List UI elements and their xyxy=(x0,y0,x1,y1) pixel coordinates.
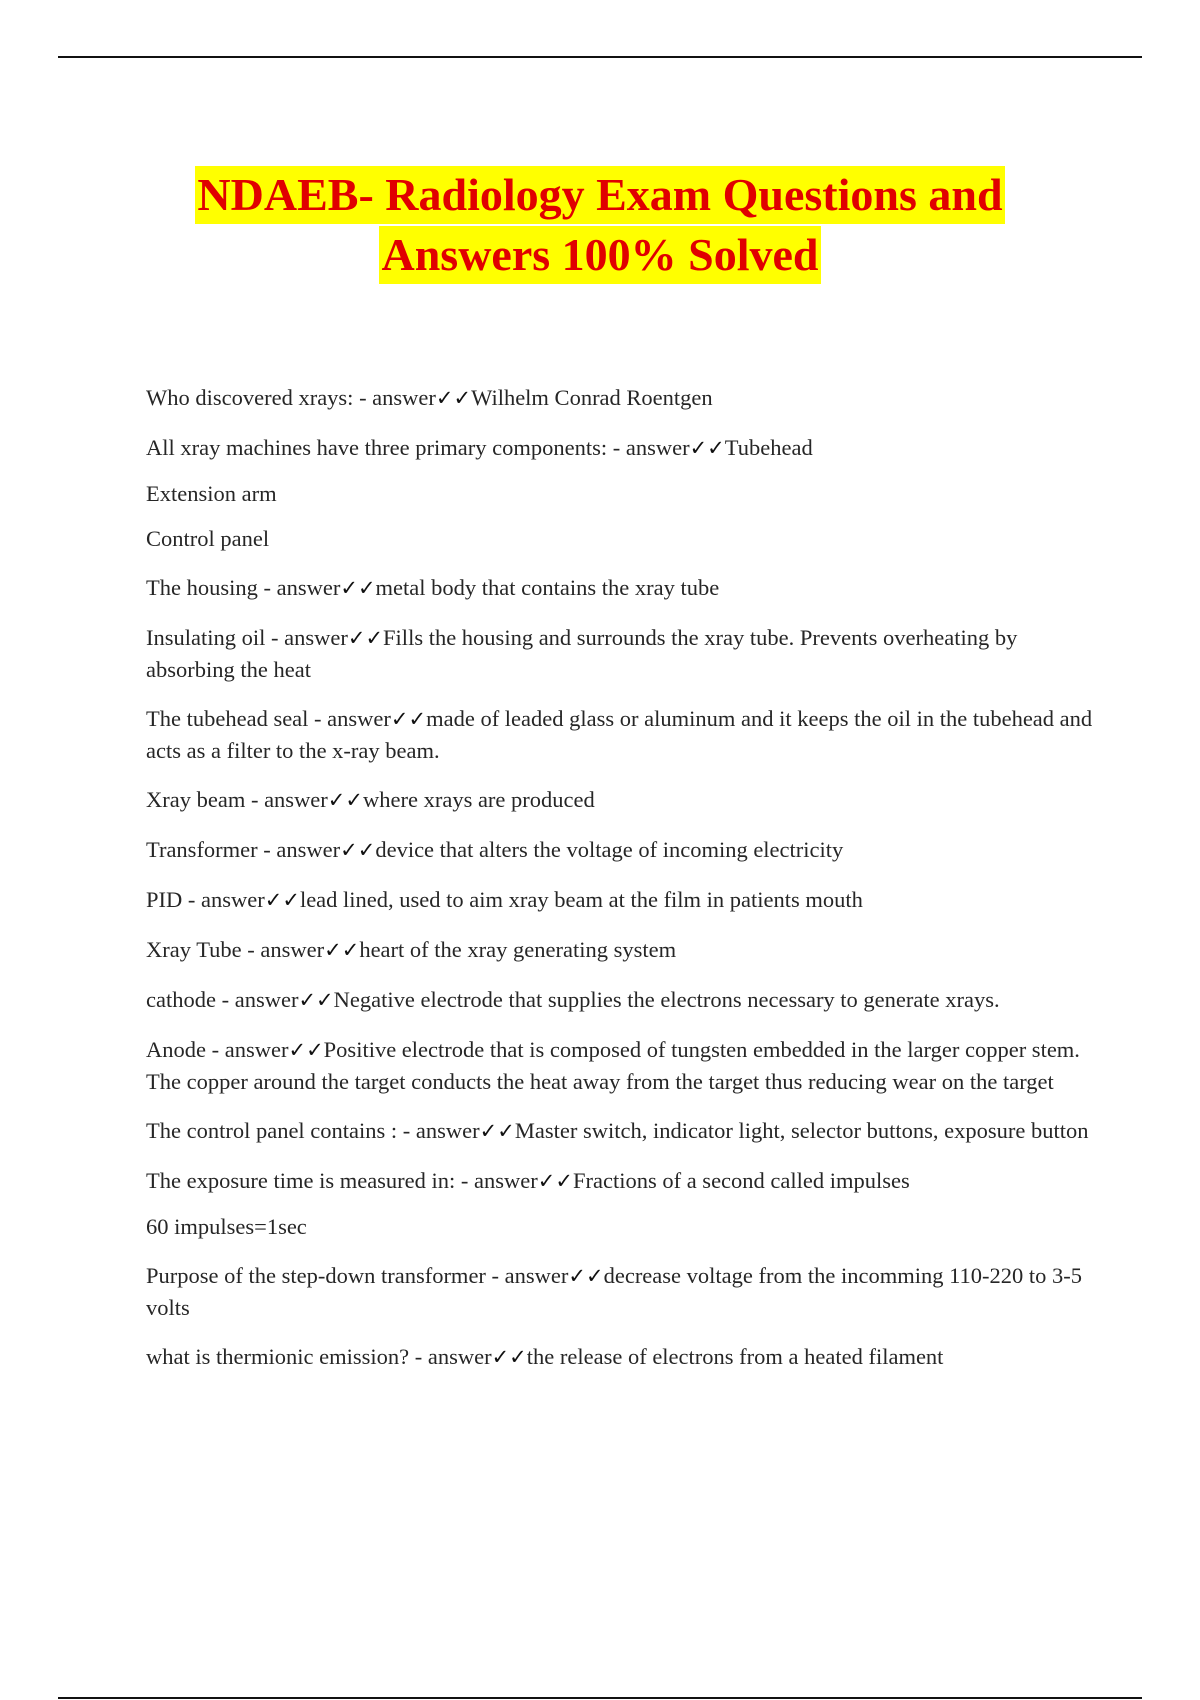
answer-prefix: - answer xyxy=(245,787,328,812)
answer-text: heart of the xray generating system xyxy=(359,937,677,962)
footer-rule xyxy=(58,1697,1142,1699)
question-text: Xray Tube xyxy=(146,937,242,962)
answer-prefix: - answer xyxy=(353,385,436,410)
plain-line: 60 impulses=1sec xyxy=(146,1214,307,1239)
answer-prefix: - answer xyxy=(607,435,690,460)
answer-text: Master switch, indicator light, selector buttons, exposure button xyxy=(514,1118,1089,1143)
answer-prefix: - answer xyxy=(206,1037,289,1062)
answer-prefix: - answer xyxy=(455,1168,538,1193)
answer-prefix: - answer xyxy=(409,1344,492,1369)
question-text: Anode xyxy=(146,1037,206,1062)
double-check-icon: ✓✓ xyxy=(264,888,300,912)
double-check-icon: ✓✓ xyxy=(340,576,376,600)
double-check-icon: ✓✓ xyxy=(479,1119,515,1143)
question-text: cathode xyxy=(146,987,216,1012)
qa-item xyxy=(146,1115,1096,1147)
answer-prefix: - answer xyxy=(257,837,341,862)
answer-text: device that alters the voltage of incoming electricity xyxy=(375,837,844,862)
qa-item xyxy=(146,1034,1096,1097)
answer-prefix: - answer xyxy=(308,706,391,731)
qa-list xyxy=(146,382,1096,1391)
plain-line: Control panel xyxy=(146,526,270,551)
double-check-icon: ✓✓ xyxy=(298,988,334,1012)
qa-item xyxy=(146,784,1096,816)
answer-text: lead lined, used to aim xray beam at the film in patients mouth xyxy=(299,887,863,912)
answer-text: Positive electrode that is composed of tungsten embedded in the larger copper stem. The copper around the target conducts the heat away from the target thus reducing wear on the target xyxy=(146,1037,1080,1094)
answer-text: where xrays are produced xyxy=(363,787,595,812)
double-check-icon: ✓✓ xyxy=(347,626,384,650)
answer-text: decrease voltage from the incomming 110-220 to 3-5 volts xyxy=(146,1263,1082,1320)
qa-item xyxy=(146,432,1096,464)
answer-prefix: - answer xyxy=(241,937,325,962)
qa-item xyxy=(146,834,1096,866)
qa-item xyxy=(146,984,1096,1016)
question-text: The housing xyxy=(146,575,258,600)
question-text: Xray beam xyxy=(146,787,246,812)
qa-item xyxy=(146,572,1096,604)
answer-prefix: - answer xyxy=(397,1118,480,1143)
question-text: All xray machines have three primary components: xyxy=(146,435,608,460)
double-check-icon: ✓✓ xyxy=(435,386,472,410)
question-text: The exposure time is measured in: xyxy=(146,1168,456,1193)
answer-text: Tubehead xyxy=(724,435,813,460)
double-check-icon: ✓✓ xyxy=(390,707,427,731)
question-text: The tubehead seal xyxy=(146,706,309,731)
qa-item xyxy=(146,884,1096,916)
question-text: PID xyxy=(146,887,183,912)
answer-prefix: - answer xyxy=(485,1263,569,1288)
qa-item xyxy=(146,382,1096,414)
qa-item xyxy=(146,934,1096,966)
document-title xyxy=(0,166,1200,284)
double-check-icon: ✓✓ xyxy=(340,838,376,862)
answer-text: Fractions of a second called impulses xyxy=(572,1168,910,1193)
answer-text: Wilhelm Conrad Roentgen xyxy=(471,385,713,410)
plain-line: Extension arm xyxy=(146,481,277,506)
question-text: Insulating oil xyxy=(146,625,266,650)
double-check-icon: ✓✓ xyxy=(537,1169,573,1193)
answer-prefix: - answer xyxy=(257,575,341,600)
answer-text: made of leaded glass or aluminum and it keeps the oil in the tubehead and acts as a filter to the x-ray beam. xyxy=(146,706,1093,763)
qa-item xyxy=(146,703,1096,766)
double-check-icon: ✓✓ xyxy=(689,436,725,460)
double-check-icon: ✓✓ xyxy=(324,938,360,962)
header-rule xyxy=(58,56,1142,58)
qa-item xyxy=(146,1341,1096,1373)
answer-text: the release of electrons from a heated filament xyxy=(526,1344,944,1369)
title-line-2: Answers 100% Solved xyxy=(379,226,820,284)
double-check-icon: ✓✓ xyxy=(288,1038,324,1062)
double-check-icon: ✓✓ xyxy=(568,1264,604,1288)
question-text: what is thermionic emission? xyxy=(146,1344,410,1369)
question-text: Purpose of the step-down transformer xyxy=(146,1263,486,1288)
question-text: Transformer xyxy=(146,837,258,862)
double-check-icon: ✓✓ xyxy=(327,788,363,812)
double-check-icon: ✓✓ xyxy=(491,1345,527,1369)
answer-text: metal body that contains the xray tube xyxy=(375,575,720,600)
title-line-1: NDAEB- Radiology Exam Questions and xyxy=(195,166,1004,224)
answer-prefix: - answer xyxy=(215,987,299,1012)
answer-text: Negative electrode that supplies the electrons necessary to generate xrays. xyxy=(333,987,1000,1012)
question-text: Who discovered xrays: xyxy=(146,385,354,410)
answer-prefix: - answer xyxy=(265,625,348,650)
qa-item xyxy=(146,1260,1096,1323)
qa-item xyxy=(146,1165,1096,1197)
answer-text: Fills the housing and surrounds the xray tube. Prevents overheating by absorbing the heat xyxy=(146,625,1018,682)
qa-item xyxy=(146,622,1096,685)
answer-prefix: - answer xyxy=(182,887,265,912)
question-text: The control panel contains : xyxy=(146,1118,398,1143)
